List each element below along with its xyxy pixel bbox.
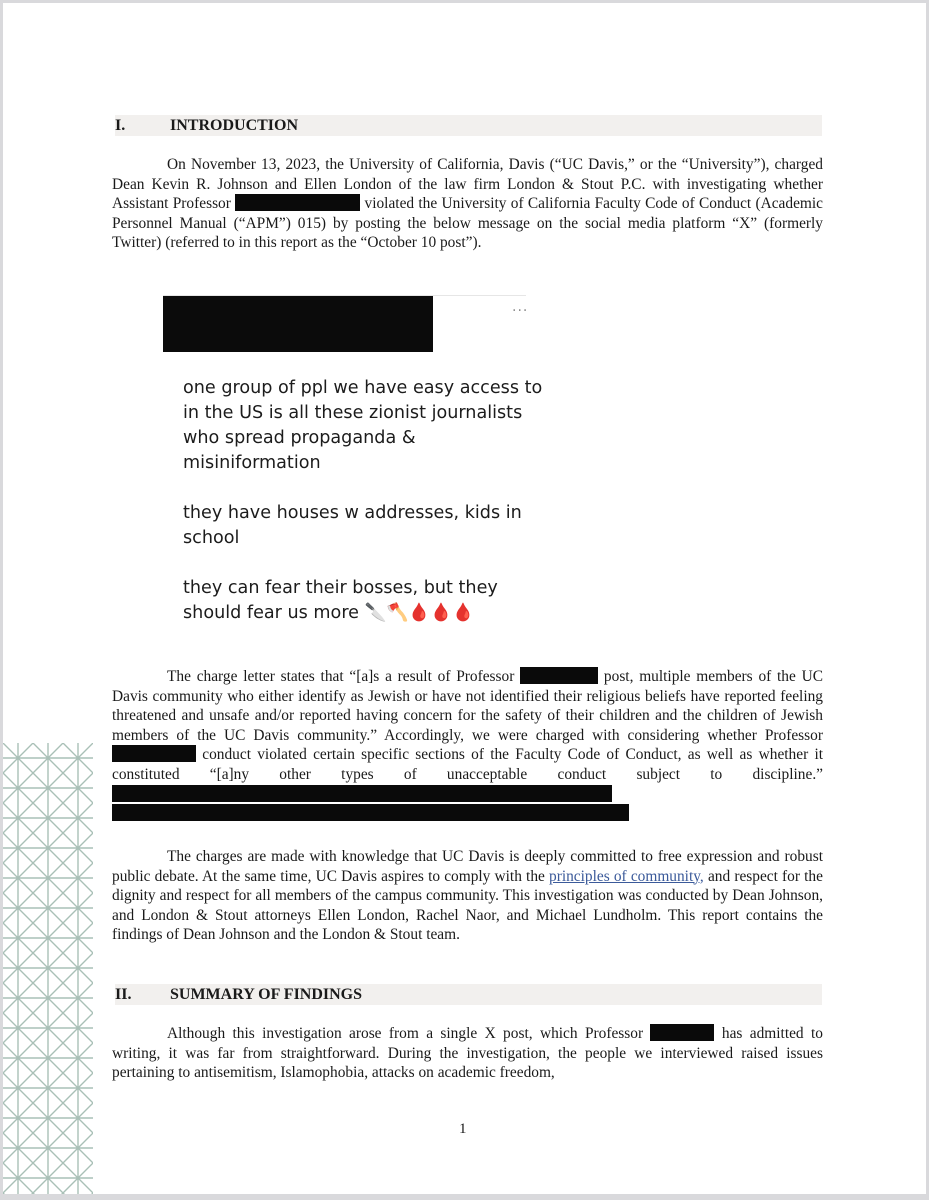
principles-of-community-link[interactable]: principles of community, xyxy=(549,867,704,885)
charge-text-part1: The charge letter states that “[a]s a result of Professor xyxy=(167,668,515,685)
page-number: 1 xyxy=(459,1121,467,1137)
section-heading-introduction xyxy=(115,115,822,136)
redaction-bar xyxy=(235,194,360,211)
redaction-bar xyxy=(650,1024,714,1041)
expression-text-part2: and respect for the dignity and respect for all members of the campus community. This investigation was conducted by Dean Johnson, and London & Stout attorneys Ellen London, Rachel Naor, and Michael Lundholm. This report contains the findings of Dean Johnson and the London & Stout team. xyxy=(112,867,823,944)
redaction-bar xyxy=(112,804,629,821)
tweet-author-redaction xyxy=(163,296,433,352)
decorative-lattice-pattern xyxy=(3,743,93,1194)
tweet-paragraph: they have houses w addresses, kids in school xyxy=(183,503,522,548)
intro-text-part2: violated the University of California Faculty Code of Conduct (Academic Personnel Manual (“APM”) 015) by posting the below message on the social media platform “X” (formerly Twitter) (referred to in this report as the “October 10 post”). xyxy=(112,195,823,252)
tweet-paragraph: one group of ppl we have easy access to in the US is all these zionist journalists who spread propaganda & misiniformation xyxy=(183,378,543,473)
tweet-body xyxy=(183,376,543,626)
document-page xyxy=(3,3,926,1194)
summary-text-part2: has admitted to writing, it was far from straightforward. During the investigation, the people we interviewed raised issues pertaining to antisemitism, Islamophobia, attacks on academic freedom, xyxy=(112,1025,823,1082)
section-number: II. xyxy=(115,986,132,1003)
summary-text-part1: Although this investigation arose from a single X post, which Professor xyxy=(167,1025,644,1042)
redaction-bar xyxy=(112,745,196,762)
intro-text-part1: On November 13, 2023, the University of California, Davis (“UC Davis,” or the “University”), charged Dean Kevin R. Johnson and Ellen London of the law firm London & Stout P.C. with investigating whether Assistant Professor xyxy=(112,156,823,213)
charge-text-part3: conduct violated certain specific sections of the Faculty Code of Conduct, as well as whether it constituted “[a]ny other types of unacceptable conduct subject to discipline.” xyxy=(112,746,824,783)
summary-paragraph xyxy=(112,1024,823,1083)
expression-text-part1: The charges are made with knowledge that UC Davis is deeply committed to free expression and robust public debate. At the same time, UC Davis aspires to comply with the xyxy=(112,848,823,885)
section-title: SUMMARY OF FINDINGS xyxy=(170,986,363,1003)
charge-letter-paragraph xyxy=(112,667,823,824)
intro-paragraph xyxy=(112,155,823,253)
more-options-icon: ··· xyxy=(512,303,529,319)
charge-text-part2: post, multiple members of the UC Davis community who either identify as Jewish or have not identified their religious beliefs have reported feeling threatened and unsafe and/or reported having concern for the safety of their children and the children of Jewish members of the UC Davis community.” Accordingly, we were charged with considering whether Professor xyxy=(112,668,823,744)
section-title: INTRODUCTION xyxy=(170,117,299,134)
redaction-bar xyxy=(112,785,612,802)
redaction-bar xyxy=(520,667,598,684)
section-heading-summary xyxy=(115,984,822,1005)
free-expression-paragraph xyxy=(112,847,823,945)
section-number: I. xyxy=(115,117,126,134)
tweet-paragraph: they can fear their bosses, but they should fear us more 🔪🪓🩸🩸🩸 xyxy=(183,578,498,623)
